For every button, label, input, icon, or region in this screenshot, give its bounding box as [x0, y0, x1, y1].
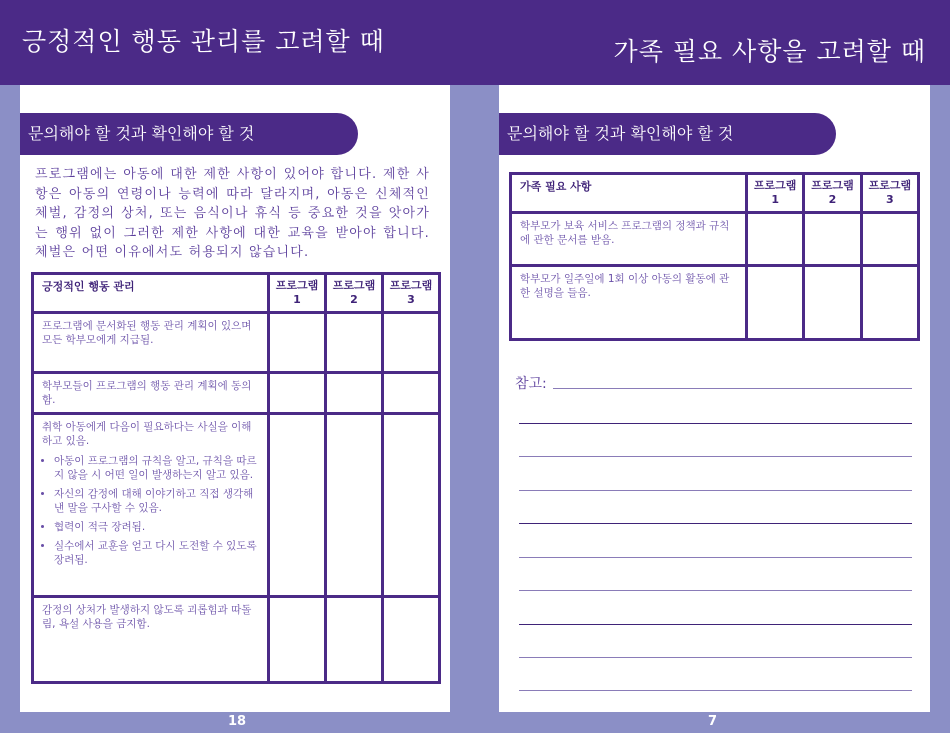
check-cell[interactable]: [383, 313, 440, 373]
notes-line[interactable]: [519, 590, 912, 591]
check-cell[interactable]: [383, 414, 440, 597]
intro-paragraph: 프로그램에는 아동에 대한 제한 사항이 있어야 합니다. 제한 사항은 아동의 연령이나 능력에 따라 달라지며, 아동은 신체적인 체벌, 감정의 상처, 또는 음식이나 휴식 등 중요한 것을 앗아가는 행위 없이 그러한 제한 사항에 대한 교육을 받아야 합니다. 체벌은 어떤 이유에서도 허용되지 않습니다.: [35, 167, 430, 260]
col-program-3: 프로그램 3: [383, 274, 440, 313]
table-row-label: 학부모가 보육 서비스 프로그램의 정책과 규칙에 관한 문서를 받음.: [511, 213, 747, 266]
left-section-heading: 문의해야 할 것과 확인해야 할 것: [20, 113, 358, 155]
table-row-label: 학부모들이 프로그램의 행동 관리 계획에 동의함.: [33, 373, 269, 414]
notes-line[interactable]: [519, 624, 912, 625]
notes-line[interactable]: [519, 423, 912, 424]
notes-line[interactable]: [519, 490, 912, 491]
table-header: 가족 필요 사항: [511, 174, 747, 213]
notes-label: 참고:: [515, 376, 547, 392]
check-cell[interactable]: [861, 213, 918, 266]
check-cell[interactable]: [269, 597, 326, 683]
check-cell[interactable]: [747, 213, 804, 266]
notes-line[interactable]: [519, 690, 912, 691]
check-cell[interactable]: [383, 373, 440, 414]
col-program-1: 프로그램 1: [269, 274, 326, 313]
check-cell[interactable]: [326, 597, 383, 683]
left-page-number: 18: [228, 714, 247, 729]
table-row-label: 학부모가 일주일에 1회 이상 아동의 활동에 관한 설명을 들음.: [511, 266, 747, 340]
notes-line[interactable]: [519, 523, 912, 524]
check-cell[interactable]: [326, 313, 383, 373]
right-page-number: 7: [708, 714, 718, 729]
bullet-list: [42, 454, 259, 567]
check-cell[interactable]: [804, 266, 861, 340]
table-row-label: [33, 414, 269, 597]
right-page-title: 가족 필요 사항을 고려할 때: [613, 37, 926, 66]
notes-line[interactable]: [519, 557, 912, 558]
check-cell[interactable]: [804, 213, 861, 266]
col-program-1: 프로그램 1: [747, 174, 804, 213]
notes-line[interactable]: [553, 388, 912, 389]
table-row-label: 감정의 상처가 발생하지 않도록 괴롭힘과 따돌림, 욕설 사용을 금지함.: [33, 597, 269, 683]
col-program-2: 프로그램 2: [804, 174, 861, 213]
check-cell[interactable]: [383, 597, 440, 683]
check-cell[interactable]: [326, 414, 383, 597]
left-page-title: 긍정적인 행동 관리를 고려할 때: [22, 27, 385, 56]
col-program-3: 프로그램 3: [861, 174, 918, 213]
table-header: 긍정적인 행동 관리: [33, 274, 269, 313]
row-text: 취학 아동에게 다음이 필요하다는 사실을 이해하고 있음.: [42, 421, 252, 447]
check-cell[interactable]: [269, 313, 326, 373]
col-program-2: 프로그램 2: [326, 274, 383, 313]
check-cell[interactable]: [326, 373, 383, 414]
bullet-item: • 실수에서 교훈을 얻고 다시 도전할 수 있도록 장려됨.: [54, 539, 259, 567]
family-needs-table: [509, 172, 920, 341]
notes-line[interactable]: [519, 657, 912, 658]
check-cell[interactable]: [861, 266, 918, 340]
check-cell[interactable]: [269, 373, 326, 414]
check-cell[interactable]: [269, 414, 326, 597]
bullet-item: • 협력이 적극 장려됨.: [54, 520, 259, 534]
notes-line[interactable]: [519, 456, 912, 457]
bullet-item: • 아동이 프로그램의 규칙을 알고, 규칙을 따르지 않을 시 어떤 일이 발생하는지 알고 있음.: [54, 454, 259, 482]
table-row-label: 프로그램에 문서화된 행동 관리 계획이 있으며 모든 학부모에게 지급됨.: [33, 313, 269, 373]
right-section-heading: 문의해야 할 것과 확인해야 할 것: [499, 113, 836, 155]
behavior-checklist-table: [31, 272, 441, 684]
check-cell[interactable]: [747, 266, 804, 340]
bullet-item: • 자신의 감정에 대해 이야기하고 직접 생각해낸 말을 구사할 수 있음.: [54, 487, 259, 515]
